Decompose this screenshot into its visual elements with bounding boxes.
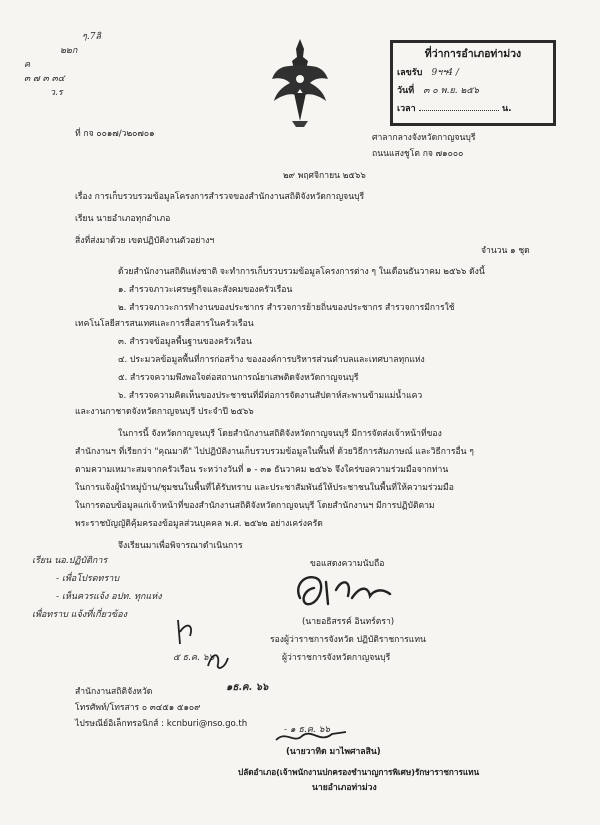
district-signer-title1: ปลัดอำเภอ(เจ้าพนักงานปกครองชำนาญการพิเศษ)รักษาราชการแทน bbox=[238, 767, 480, 777]
handwritten-date: ๕ ธ.ค. ๖๖ bbox=[173, 653, 215, 663]
signer-title2: ผู้ว่าราชการจังหวัดกาญจนบุรี bbox=[282, 653, 391, 663]
stamp-receive-row bbox=[397, 65, 459, 79]
body-item: ๓. สำรวจข้อมูลพื้นฐานของครัวเรือน bbox=[118, 337, 252, 347]
stamp-date: ๓ ๐ พ.ย. ๒๕๖ bbox=[423, 86, 479, 96]
receipt-line: ๆ.7ลิ bbox=[82, 32, 101, 42]
signer-name: (นายอธิสรรค์ อินทร์ตรา) bbox=[302, 617, 395, 627]
initial-mark bbox=[204, 648, 232, 674]
subject-line: เรื่อง การเก็บรวบรวมข้อมูลโครงการสำรวจของสำนักงานสถิติจังหวัดกาญจนบุรี bbox=[75, 192, 365, 202]
body-intro: ด้วยสำนักงานสถิติแห่งชาติ จะทำการเก็บรวบรวมข้อมูลโครงการต่าง ๆ ในเดือนธันวาคม ๒๕๖๖ ดังนี้ bbox=[118, 267, 485, 277]
body-paragraph-line: พระราชบัญญัติคุ้มครองข้อมูลส่วนบุคคล พ.ศ. ๒๕๖๒ อย่างเคร่งครัด bbox=[75, 519, 323, 529]
footer-email: ไปรษณีย์อิเล็กทรอนิกส์ : kcnburi@nso.go.th bbox=[75, 719, 248, 729]
note-line: เพื่อทราบ แจ้งที่เกี่ยวข้อง bbox=[32, 610, 128, 620]
body-paragraph-line: ในการนี้ จังหวัดกาญจนบุรี โดยสำนักงานสถิติจังหวัดกาญจนบุรี มีการจัดส่งเจ้าหน้าที่ของ bbox=[118, 429, 442, 439]
stamp-receive-no: 9ฯฯ4 / bbox=[431, 68, 459, 78]
receipt-line: ค bbox=[24, 60, 31, 70]
stamp-time-row bbox=[397, 101, 512, 115]
stamp-date-row bbox=[397, 83, 479, 97]
letter-date: ๒๙ พฤศจิกายน ๒๕๖๖ bbox=[283, 171, 366, 181]
note-line: - เห็นควรแจ้ง อปท. ทุกแห่ง bbox=[56, 592, 162, 602]
handwritten-date: - ๑ ธ.ค. ๖๖ bbox=[284, 725, 330, 735]
receive-stamp bbox=[390, 40, 556, 126]
receipt-line: ๓ ๗ ๓ ๓๔ bbox=[24, 74, 65, 84]
enclosure-line: สิ่งที่ส่งมาด้วย เขตปฏิบัติงานตัวอย่างฯ bbox=[75, 236, 215, 246]
stamp-time-suffix: น. bbox=[501, 104, 512, 114]
body-item: ๔. ประมวลข้อมูลพื้นที่การก่อสร้าง ขององค์การบริหารส่วนตำบลและเทศบาลทุกแห่ง bbox=[118, 355, 425, 365]
handwritten-date: ๑ธ.ค. ๖๖ bbox=[226, 682, 269, 693]
body-item: และงานกาชาดจังหวัดกาญจนบุรี ประจำปี ๒๕๖๖ bbox=[75, 407, 254, 417]
stamp-date-label: วันที่ bbox=[397, 86, 415, 96]
district-signature-mark bbox=[272, 726, 352, 748]
recipient-line: เรียน นายอำเภอทุกอำเภอ bbox=[75, 214, 171, 224]
body-paragraph-line: ในการแจ้งผู้นำหมู่บ้าน/ชุมชนในพื้นที่ได้รับทราบ และประชาสัมพันธ์ให้ประชาชนในพื้นที่ให้ความร่วมมือ bbox=[75, 483, 454, 493]
signer-title1: รองผู้ว่าราชการจังหวัด ปฏิบัติราชการแทน bbox=[270, 635, 426, 645]
stamp-title: ที่ว่าการอำเภอท่าม่วง bbox=[424, 48, 522, 60]
body-item: ๑. สำรวจภาวะเศรษฐกิจและสังคมของครัวเรือน bbox=[118, 285, 293, 295]
reference-number: ที่ กจ ๐๐๑๗/ว๒๐๗๐๑ bbox=[75, 129, 155, 139]
body-paragraph-line: ตามความเหมาะสมจากครัวเรือน ระหว่างวันที่ ๑ - ๓๑ ธันวาคม ๒๕๖๖ จึงใคร่ขอความร่วมมือจากท่าน bbox=[75, 465, 449, 475]
stamp-time-label: เวลา bbox=[397, 104, 416, 114]
body-item: ๒. สำรวจภาวะการทำงานของประชากร สำรวจการย้ายถิ่นของประชากร สำรวจการมีการใช้ bbox=[118, 303, 455, 313]
initial-mark bbox=[170, 616, 200, 648]
regards-line: ขอแสดงความนับถือ bbox=[310, 559, 385, 569]
district-signer-name: (นายวาทิต มาไพศาลสิน) bbox=[286, 747, 381, 757]
closing-line: จึงเรียนมาเพื่อพิจารณาดำเนินการ bbox=[118, 541, 243, 551]
footer-phone: โทรศัพท์/โทรสาร ๐ ๓๔๕๑ ๕๑๐๙ bbox=[75, 703, 201, 713]
signature-mark bbox=[290, 568, 400, 612]
receipt-corner bbox=[20, 30, 101, 100]
body-paragraph-line: ในการตอบข้อมูลแก่เจ้าหน้าที่ของสำนักงานสถิติจังหวัดกาญจนบุรี โดยสำนักงานฯ มีการปฏิบัติตาม bbox=[75, 501, 435, 511]
stamp-receive-label: เลขรับ bbox=[397, 68, 423, 78]
body-item: ๖. สำรวจความคิดเห็นของประชาชนที่มีต่อการจัดงานสัปดาห์สะพานข้ามแม่น้ำแคว bbox=[118, 391, 423, 401]
footer-department: สำนักงานสถิติจังหวัด bbox=[75, 687, 153, 697]
receipt-line: ว.ร bbox=[50, 88, 63, 98]
office-address-line1: ศาลากลางจังหวัดกาญจนบุรี bbox=[372, 133, 476, 143]
body-item: เทคโนโลยีสารสนเทศและการสื่อสารในครัวเรือน bbox=[75, 319, 254, 329]
district-signer-title2: นายอำเภอท่าม่วง bbox=[312, 783, 377, 793]
receipt-line: ๒๒ก bbox=[60, 46, 78, 56]
handwritten-note bbox=[32, 552, 162, 624]
body-item: ๕. สำรวจความพึงพอใจต่อสถานการณ์ยาเสพติดจังหวัดกาญจนบุรี bbox=[118, 373, 359, 383]
note-line: - เพื่อโปรดทราบ bbox=[56, 574, 120, 584]
body-paragraph-line: สำนักงานฯ ที่เรียกว่า "คุณมาดี" ไปปฏิบัติงานเก็บรวบรวมข้อมูลในพื้นที่ ด้วยวิธีการสัมภาษณ์ และวิธีการอื่น ๆ bbox=[75, 447, 474, 457]
enclosure-count: จำนวน ๑ ชุด bbox=[481, 246, 530, 256]
office-address-line2: ถนนแสงชูโต กจ ๗๑๐๐๐ bbox=[372, 149, 464, 159]
note-line: เรียน นอ.ปฏิบัติการ bbox=[32, 556, 108, 566]
garuda-emblem bbox=[270, 35, 330, 130]
